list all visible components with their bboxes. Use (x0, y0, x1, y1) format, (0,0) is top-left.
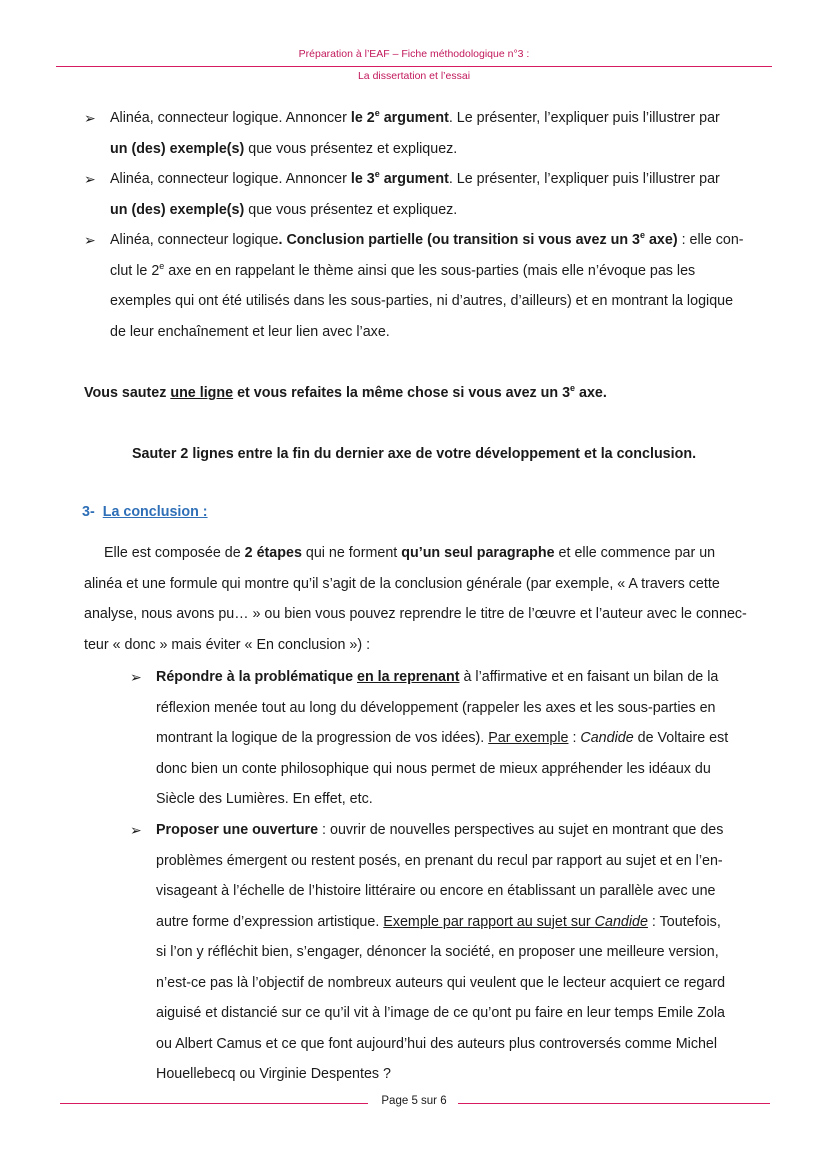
para-line: alinéa et une formule qui montre qu’il s’agit de la conclusion générale (par exemple, « A travers cette (84, 575, 720, 592)
bullet-line: de leur enchaînement et leur lien avec l’axe. (110, 323, 390, 340)
section-title: La conclusion : (102, 504, 208, 520)
bullet-line: Proposer une ouverture : ouvrir de nouvelles perspectives au sujet en montrant que des (156, 822, 724, 838)
bullet-line: montrant la logique de la progression de vos idées). Par exemple : Candide de Voltaire est (156, 730, 729, 746)
header-rule (56, 66, 772, 67)
bullet-line: un (des) exemple(s) que vous présentez et expliquez. (110, 140, 458, 157)
bullet-argument-3 (84, 164, 770, 225)
section-heading (82, 504, 208, 520)
bullet-line: un (des) exemple(s) que vous présentez et expliquez. (110, 201, 458, 218)
arrow-bullet-icon: ➢ (130, 822, 142, 838)
bullet-line: problèmes émergent ou restent posés, en prenant du recul par rapport au sujet et en l’en- (156, 852, 723, 869)
bullet-argument-2 (84, 103, 770, 164)
arrow-bullet-icon: ➢ (84, 110, 96, 126)
para-line: Elle est composée de 2 étapes qui ne forment qu’un seul paragraphe et elle commence par un (104, 545, 716, 561)
bullet-answer-problem (130, 662, 770, 815)
skip-two-lines-instruction: Sauter 2 lignes entre la fin du dernier axe de votre développement et la conclusion. (131, 446, 697, 462)
arrow-bullet-icon: ➢ (84, 171, 96, 187)
bullet-line: clut le 2e axe en en rappelant le thème ainsi que les sous-parties (mais elle n’évoque pas les (110, 260, 696, 279)
intro-paragraph (84, 538, 770, 660)
bullet-line: Alinéa, connecteur logique. Annoncer le 3e argument. Le présenter, l’expliquer puis l’illustrer par (110, 169, 720, 187)
bullet-line: Houellebecq ou Virginie Despentes ? (156, 1066, 391, 1082)
bullet-line: visageant à l’échelle de l’histoire littéraire ou encore en établissant un parallèle avec une (156, 883, 716, 899)
para-line: teur « donc » mais éviter « En conclusion ») : (84, 636, 371, 653)
skip-line-instruction: Vous sautez une ligne et vous refaites la même chose si vous avez un 3e axe. (84, 383, 607, 401)
bullet-line: donc bien un conte philosophique qui nous permet de mieux appréhender les idéaux du (156, 760, 711, 777)
bullet-opening (130, 815, 770, 1090)
arrow-bullet-icon: ➢ (84, 232, 96, 248)
para-line: analyse, nous avons pu… » ou bien vous pouvez reprendre le titre de l’œuvre et l’auteur avec le connec- (84, 606, 747, 622)
section-number: 3- (82, 504, 95, 520)
bullet-line: Siècle des Lumières. En effet, etc. (156, 791, 373, 807)
bullet-line: si l’on y réfléchit bien, s’engager, dénoncer la société, en proposer une meilleure version, (156, 944, 719, 960)
bullet-line: autre forme d’expression artistique. Exemple par rapport au sujet sur Candide : Toutefois, (156, 913, 721, 930)
bullet-line: Alinéa, connecteur logique. Annoncer le 2e argument. Le présenter, l’expliquer puis l’illustrer par (110, 108, 720, 126)
bullet-partial-conclusion (84, 225, 770, 347)
bullet-line: Répondre à la problématique en la reprenant à l’affirmative et en faisant un bilan de la (156, 669, 719, 685)
bullet-line: Alinéa, connecteur logique. Conclusion partielle (ou transition si vous avez un 3e axe) : elle con- (110, 230, 744, 248)
bullet-line: exemples qui ont été utilisés dans les sous-parties, ni d’autres, d’ailleurs) et en montrant la logique (110, 293, 734, 309)
arrow-bullet-icon: ➢ (130, 669, 142, 685)
bullet-line: ou Albert Camus et ce que font aujourd’hui des auteurs plus controversés comme Michel (156, 1035, 718, 1052)
bullet-line: n’est-ce pas là l’objectif de nombreux auteurs qui veulent que le lecteur acquiert ce regard (156, 974, 726, 991)
header-title: Préparation à l’EAF – Fiche méthodologique n°3 : (298, 48, 530, 60)
header-subtitle: La dissertation et l’essai (357, 70, 471, 82)
bullet-line: aiguisé et distancié sur ce qu’il vit à l’image de ce qu’ont pu faire en leur temps Emile Zola (156, 1005, 725, 1021)
page-number: Page 5 sur 6 (0, 1095, 828, 1107)
bullet-line: réflexion menée tout au long du développement (rappeler les axes et les sous-parties en (156, 699, 716, 716)
